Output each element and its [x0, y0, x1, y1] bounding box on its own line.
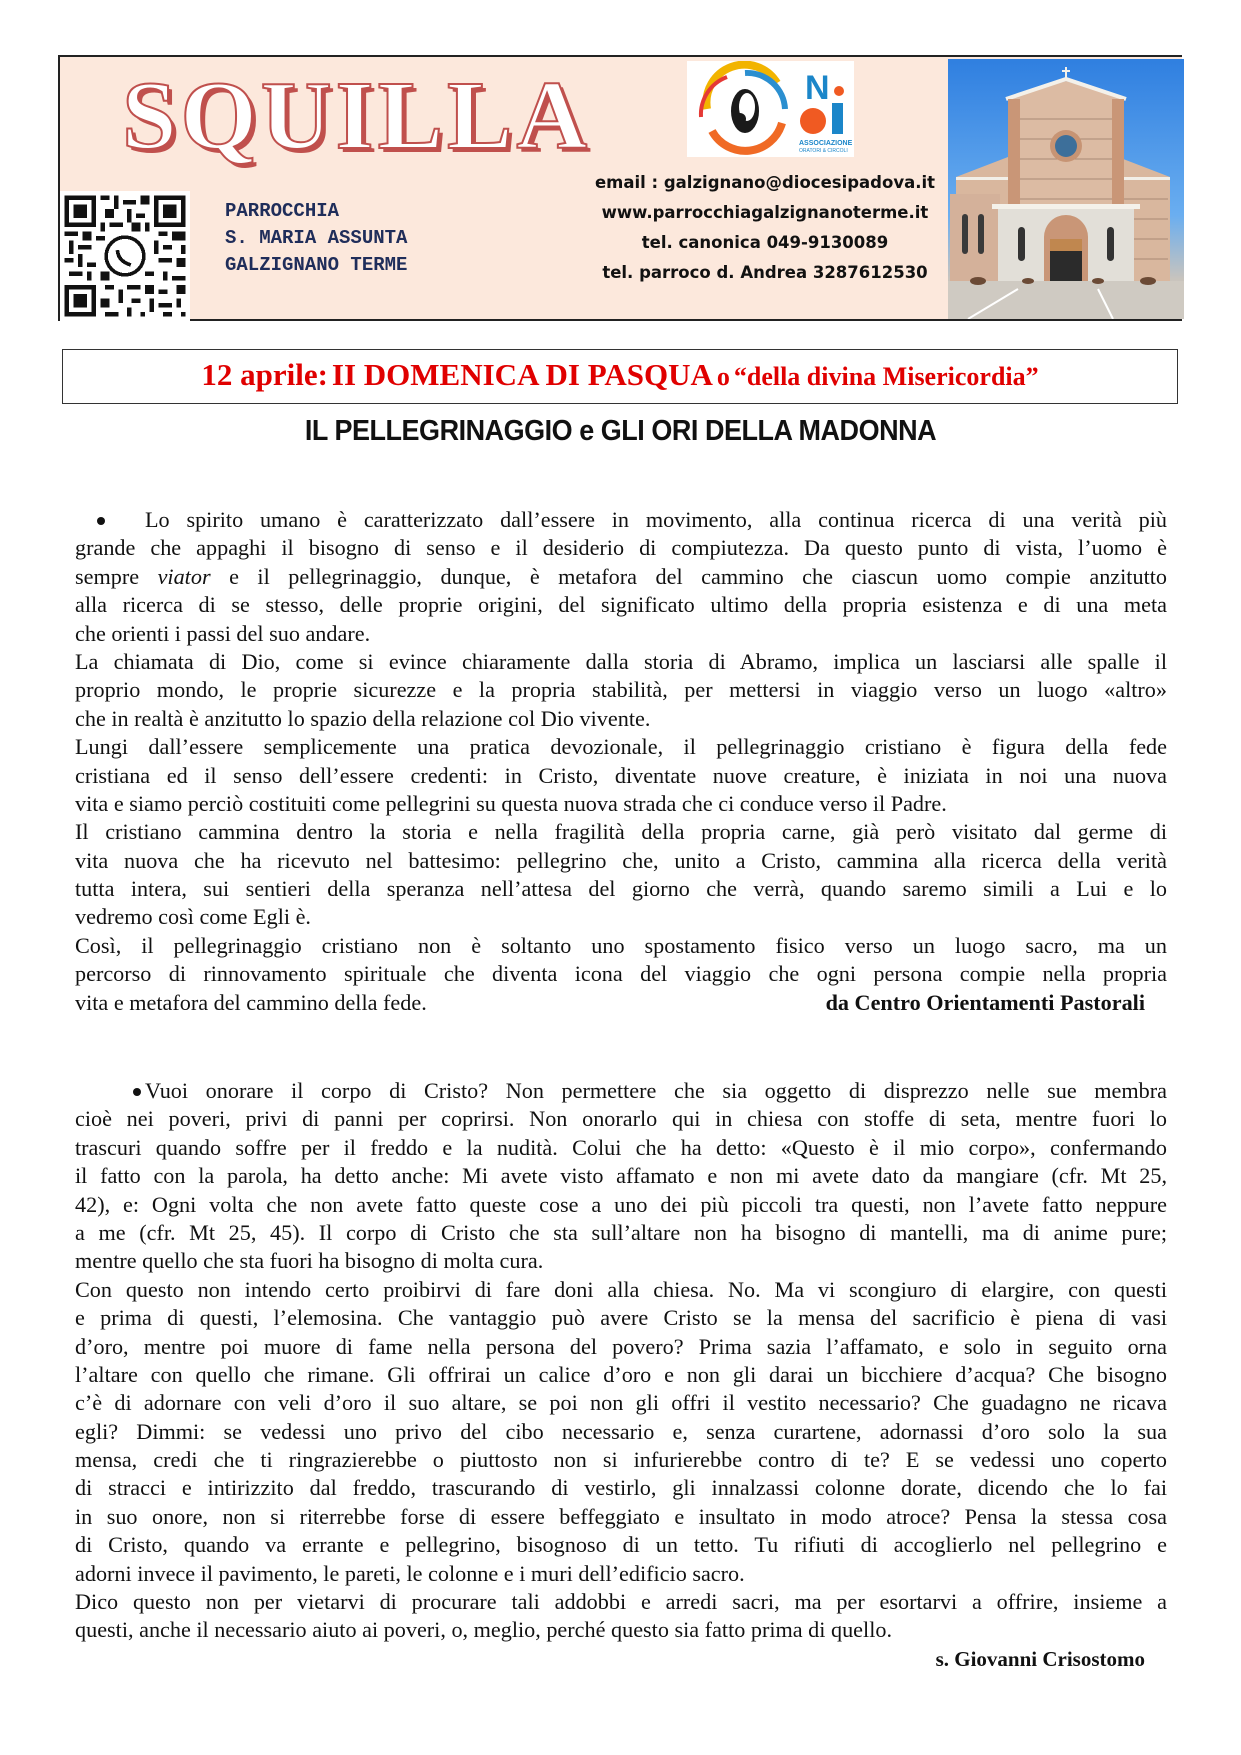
- text-line: Così, il pellegrinaggio cristiano non è soltanto uno spostamento fisico verso un luogo sacro, ma un: [75, 932, 1167, 958]
- text-line: percorso di rinnovamento spirituale che diventa icona del viaggio che ogni persona compie nella propria: [75, 961, 1167, 987]
- text-line: l’altare con quello che rimane. Gli offrirai un calice d’oro e non gli darai un bicchiere d’acqua? Che bisogno: [75, 1361, 1167, 1387]
- text-line: Lo spirito umano è caratterizzato dall’essere in movimento, alla continua ricerca di una verità più: [75, 506, 1167, 534]
- bullet-icon: [133, 1088, 141, 1096]
- banner-title: II DOMENICA DI PASQUA: [331, 357, 713, 392]
- article-section-1: [75, 506, 1167, 1017]
- banner-connector: o: [716, 362, 730, 391]
- parish-name: [225, 198, 525, 279]
- parish-line: PARROCCHIA: [225, 200, 340, 222]
- text-line: vita nuova che ha ricevuto nel battesimo: pellegrino che, unito a Cristo, cammina alla ricerca della verità: [75, 847, 1167, 873]
- church-photo: [948, 59, 1184, 319]
- text-line: tutta intera, sui sentieri della speranza nell’attesa del giorno che verrà, quando saremo simili a Lui e lo: [75, 876, 1167, 902]
- text-line: che orienti i passi del suo andare.: [75, 620, 371, 646]
- text-line: cioè nei poveri, privi di panni per coprirsi. Non onorarlo qui in chiesa con stoffe di seta, mentre fuori lo: [75, 1106, 1167, 1132]
- text-line: Dico questo non per vietarvi di procurare tali addobbi e arredi sacri, ma per esortarvi a offrire, insieme a: [75, 1589, 1167, 1615]
- text-line: 42), e: Ogni volta che non avete fatto queste cose a uno dei più piccoli tra questi, non l’avete fatto neppure: [75, 1191, 1167, 1217]
- svg-text:N: N: [805, 69, 830, 107]
- masthead-title: SQUILLA: [122, 62, 592, 170]
- text-line: Con questo non intendo certo proibirvi di fare doni alla chiesa. No. Ma vi scongiuro di elargire, con questi: [75, 1276, 1167, 1302]
- text-line: grande che appaghi il bisogno di senso e il desiderio di compiutezza. Da questo punto di vista, l’uomo è: [75, 535, 1167, 561]
- text-line: d’oro, mentre poi muore di fame nella persona del povero? Prima sazia l’affamato, e solo in seguito orna: [75, 1333, 1167, 1359]
- masthead: [58, 55, 1182, 321]
- author-signature: s. Giovanni Crisostomo: [935, 1646, 1145, 1671]
- whatsapp-qr-code[interactable]: [60, 191, 190, 321]
- article-section-2: [75, 1077, 1167, 1673]
- text-line: il fatto con la parola, ha detto anche: Mi avete visto affamato e non mi avete dato da mangiare (cfr. Mt 25,: [75, 1163, 1167, 1189]
- text-line: di Cristo, quando va errante e pellegrino, bisognoso di un tetto. Tu rifiuti di accoglierlo nel pellegrino e: [75, 1532, 1167, 1558]
- banner-date: 12 aprile:: [201, 357, 328, 392]
- text-line: che in realtà è anzitutto lo spazio della relazione col Dio vivente.: [75, 705, 651, 731]
- text-line: questi, anche il necessario aiuto ai poveri, o, meglio, perché questo sia fatto prima di quello.: [75, 1617, 892, 1643]
- rectory-phone: tel. canonica 049-9130089: [641, 233, 889, 252]
- italic-word: viator: [157, 563, 211, 589]
- text-line: adorni invece il pavimento, le pareti, le colonne e i muri dell’edificio sacro.: [75, 1560, 745, 1586]
- text-line: Lungi dall’essere semplicemente una pratica devozionale, il pellegrinaggio cristiano è figura della fede: [75, 734, 1167, 760]
- text-line: trascuri quando soffre per il freddo e la nudità. Colui che ha detto: «Questo è il mio corpo», confermando: [75, 1134, 1167, 1160]
- text-line: di stracci e intirizzito dal freddo, trascurando di vestirlo, gli innalzassi colonne dorate, dicendo che lo fai: [75, 1475, 1167, 1501]
- text-line: vita e siamo perciò costituiti come pellegrini su questa nuova strada che ci conduce verso il Padre.: [75, 790, 947, 816]
- text-line: vita e metafora del cammino della fede. da Centro Orientamenti Pastorali: [75, 989, 1167, 1017]
- bullet-icon: [97, 517, 105, 525]
- text-line: proprio mondo, le proprie sicurezze e la propria stabilità, per mettersi in viaggio verso un luogo «altro»: [75, 677, 1167, 703]
- liturgical-banner: [62, 349, 1178, 404]
- article-headline: IL PELLEGRINAGGIO e GLI ORI DELLA MADONNA: [304, 415, 937, 447]
- text-line: in suo onore, non si riterrebbe forse di essere beffeggiato e insultato in modo atroce? Pensa la stessa cosa: [75, 1503, 1167, 1529]
- text-line: c’è di adornare con veli d’oro il suo altare, se poi non gli offri il vestito necessario? Che guadagno ne ricava: [75, 1390, 1167, 1416]
- parish-priest-phone: tel. parroco d. Andrea 3287612530: [602, 263, 928, 282]
- svg-text:ORATORI & CIRCOLI: ORATORI & CIRCOLI: [799, 148, 848, 154]
- source-attribution: da Centro Orientamenti Pastorali: [825, 989, 1145, 1015]
- text-line: Il cristiano cammina dentro la storia e nella fragilità della propria carne, già però visitato dal germe di: [75, 819, 1167, 845]
- website-link[interactable]: www.parrocchiagalzignanoterme.it: [601, 203, 929, 222]
- text-line: mensa, credi che ti ringrazierebbe o piuttosto non si infurierebbe contro di te? E se vedessi uno coperto: [75, 1447, 1167, 1473]
- text-line: egli? Dimmi: se vedessi uno privo del cibo necessario e, senza curartene, adornassi d’oro solo la sua: [75, 1418, 1167, 1444]
- text-line: alla ricerca di se stesso, delle proprie origini, del significato ultimo della propria esistenza e di una meta: [75, 592, 1167, 618]
- text-line: a me (cfr. Mt 25, 45). Il corpo di Cristo che sta sull’altare non ha bisogno di mantelli, ma di anime pure;: [75, 1219, 1167, 1245]
- text-line: La chiamata di Dio, come si evince chiaramente dalla storia di Abramo, implica un lasciarsi alle spalle il: [75, 648, 1167, 674]
- text-line: mentre quello che sta fuori ha bisogno di molta cura.: [75, 1248, 544, 1274]
- contact-info: [540, 168, 990, 288]
- text-line: vedremo così come Egli è.: [75, 904, 311, 930]
- noi-association-logo: [687, 61, 854, 157]
- text-line: Vuoi onorare il corpo di Cristo? Non permettere che sia oggetto di disprezzo nelle sue membra: [75, 1077, 1167, 1105]
- parish-line: GALZIGNANO TERME: [225, 254, 408, 276]
- email-link[interactable]: email : galzignano@diocesipadova.it: [594, 173, 936, 192]
- text-line: sempre viator e il pellegrinaggio, dunque, è metafora del cammino che ciascun uomo compie anzitutto: [75, 563, 1167, 589]
- parish-line: S. MARIA ASSUNTA: [225, 227, 408, 249]
- text-line: cristiana ed il senso dell’essere credenti: in Cristo, diventate nuove creature, è iniziata in noi una nuova: [75, 762, 1167, 788]
- svg-text:ASSOCIAZIONE: ASSOCIAZIONE: [799, 140, 853, 147]
- banner-subtitle: “della divina Misericordia”: [733, 362, 1039, 391]
- text-line: e prima di questi, l’elemosina. Che vantaggio può avere Cristo se la mensa del sacrificio è piena di vasi: [75, 1305, 1167, 1331]
